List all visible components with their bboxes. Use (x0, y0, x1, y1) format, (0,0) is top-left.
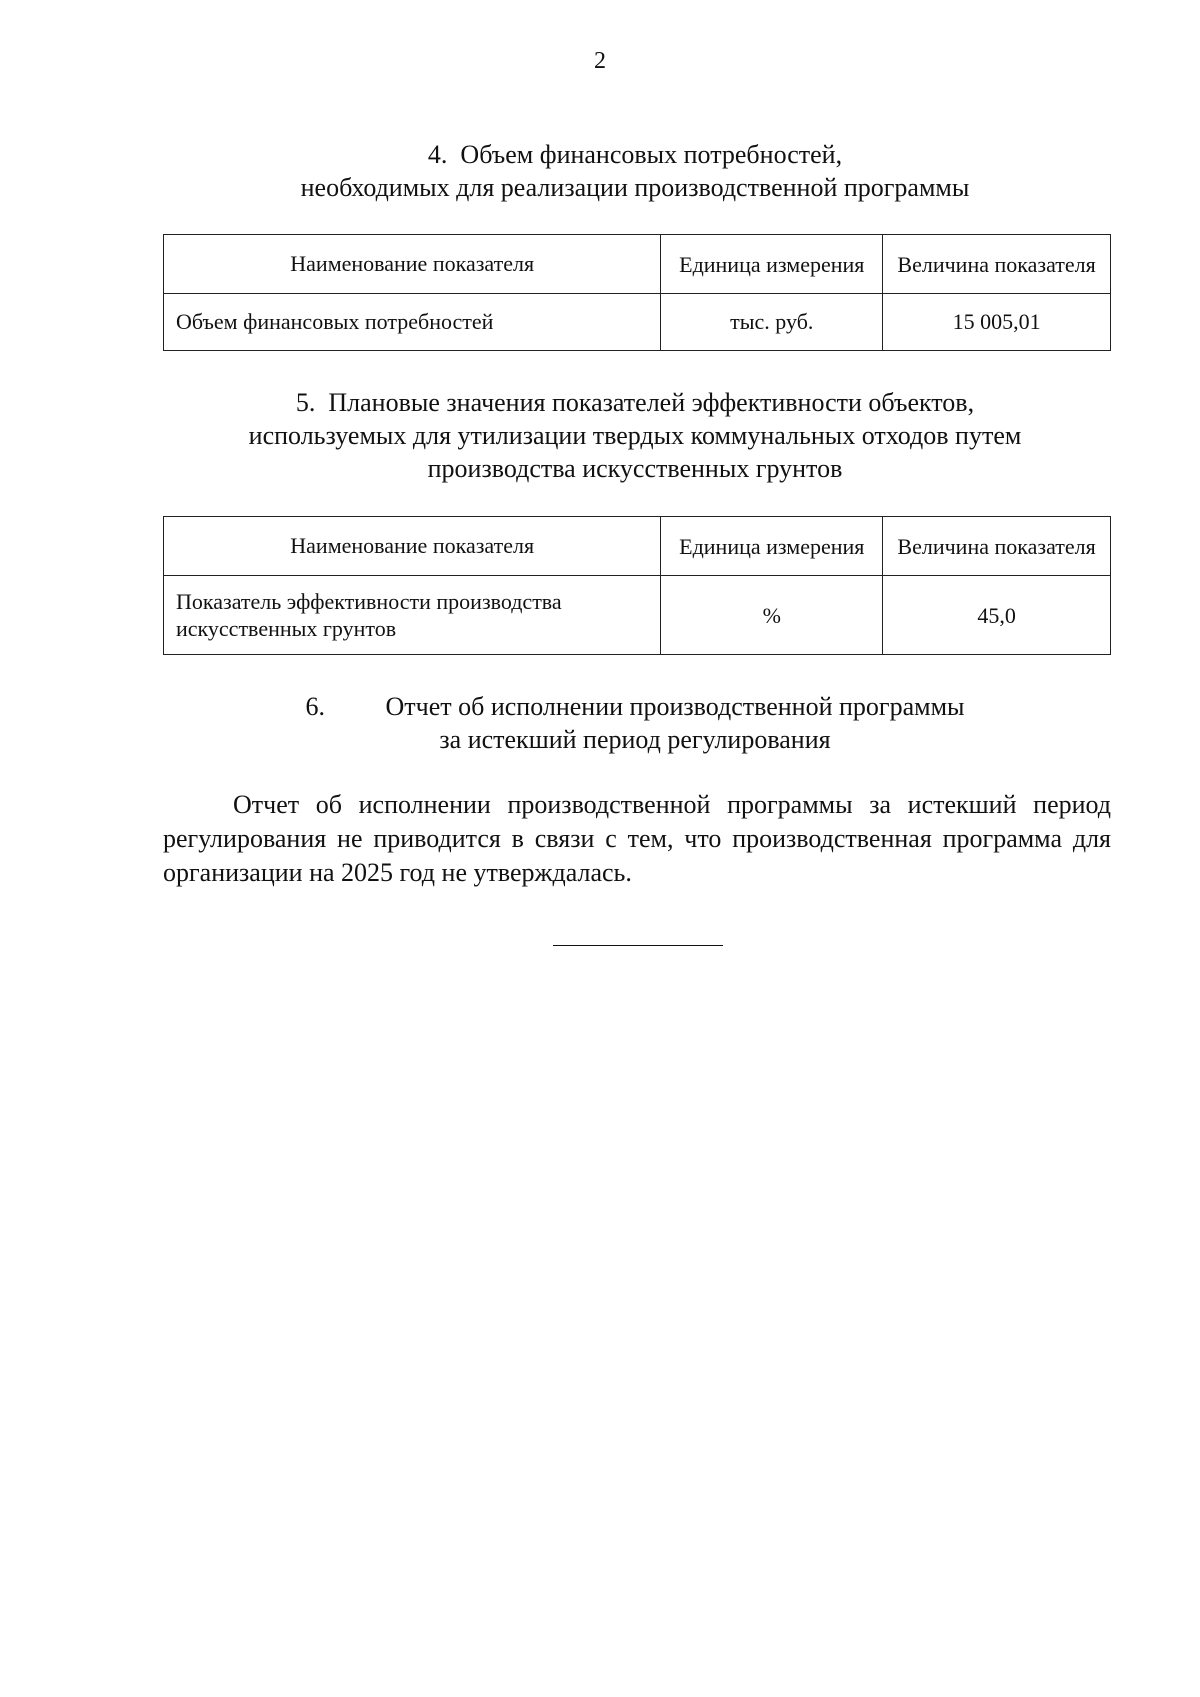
section-5-heading (150, 386, 1120, 485)
section-6-title-line-1 (150, 690, 1120, 723)
section-5-title: Плановые значения показателей эффективности объектов, (328, 388, 975, 417)
section-6-title: Отчет об исполнении производственной программы (385, 692, 965, 721)
cell-value: 45,0 (883, 576, 1111, 655)
section-6-number: 6. (305, 692, 325, 721)
section-4-number: 4. (427, 140, 448, 169)
header-value: Величина показателя (883, 517, 1111, 576)
section-5-title-line-3: производства искусственных грунтов (427, 454, 843, 483)
cell-value: 15 005,01 (883, 294, 1111, 351)
table-header-row (164, 517, 1111, 576)
header-indicator-name: Наименование показателя (164, 235, 661, 294)
header-unit: Единица измерения (661, 235, 883, 294)
cell-unit: % (661, 576, 883, 655)
section-6-title-line-2: за истекший период регулирования (439, 725, 831, 754)
section-6-heading (150, 690, 1120, 756)
table-header-row (164, 235, 1111, 294)
cell-indicator-name: Показатель эффективности производства искусственных грунтов (164, 576, 661, 655)
section-5-number: 5. (295, 388, 316, 417)
table-row (164, 294, 1111, 351)
report-paragraph: Отчет об исполнении производственной программы за истекший период регулирования не приводится в связи с тем, что производственная программа для организации на 2025 год не утверждалась. (163, 790, 1111, 887)
cell-indicator-name: Объем финансовых потребностей (164, 294, 661, 351)
table-row (164, 576, 1111, 655)
header-value: Величина показателя (883, 235, 1111, 294)
financial-needs-table (163, 234, 1111, 351)
header-indicator-name: Наименование показателя (164, 517, 661, 576)
efficiency-indicators-table (163, 516, 1111, 655)
section-4-heading (150, 138, 1120, 204)
section-4-title-line-1 (150, 138, 1120, 171)
section-5-title-line-1 (150, 386, 1120, 419)
header-unit: Единица измерения (661, 517, 883, 576)
section-4-title: Объем финансовых потребностей, (460, 140, 843, 169)
cell-unit: тыс. руб. (661, 294, 883, 351)
section-4-title-line-2: необходимых для реализации производственной программы (300, 173, 970, 202)
end-divider-line (553, 945, 723, 946)
section-5-title-line-2: используемых для утилизации твердых коммунальных отходов путем (248, 421, 1022, 450)
page-number: 2 (594, 48, 606, 74)
